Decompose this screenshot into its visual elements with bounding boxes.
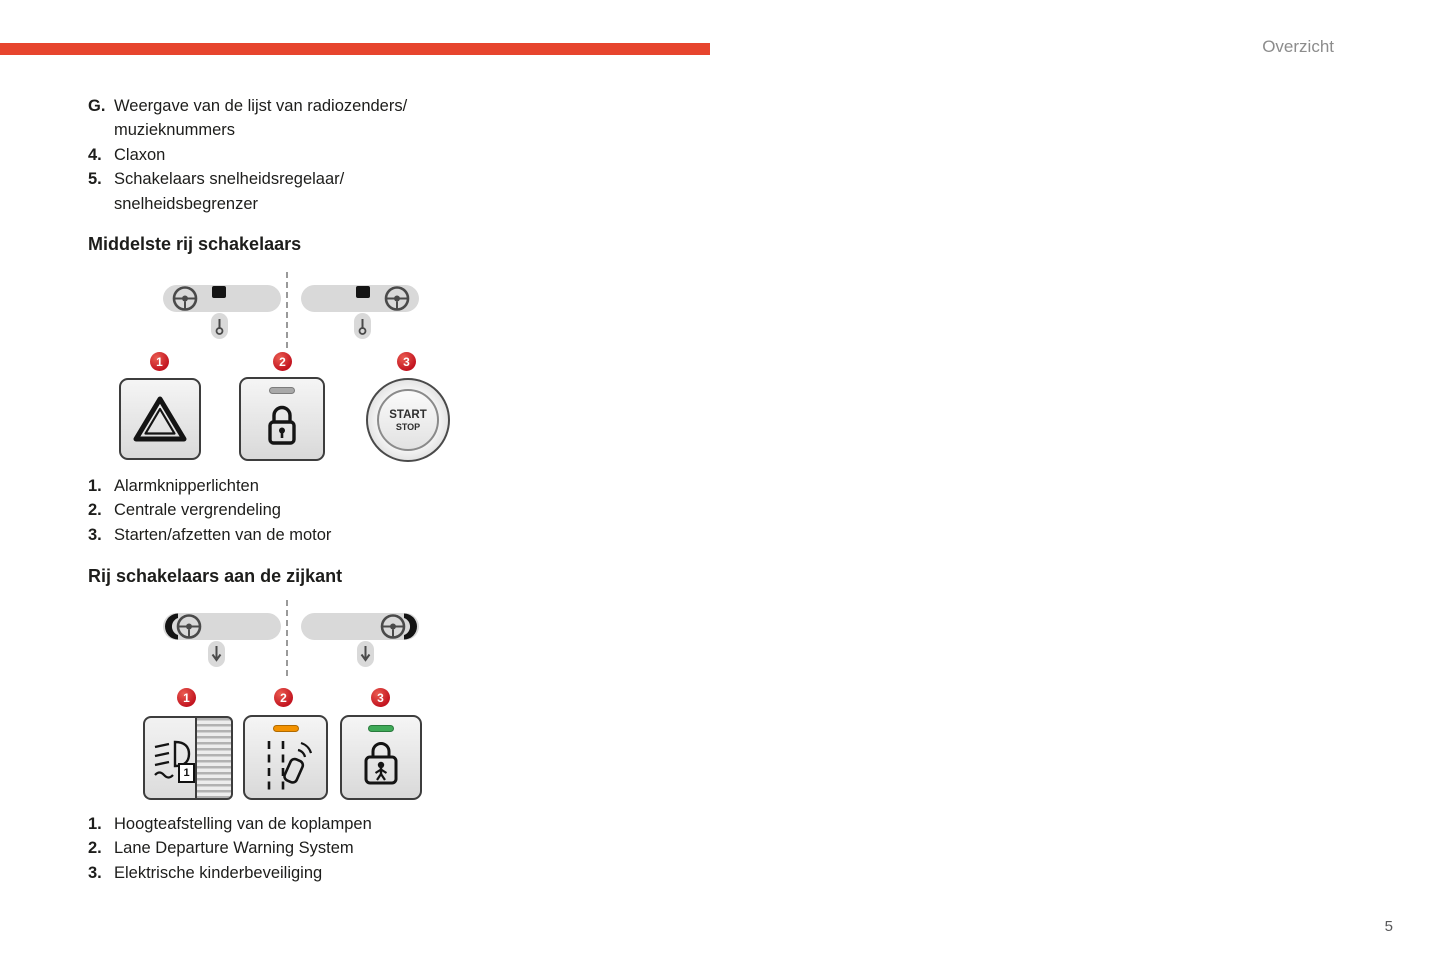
- list-row: [88, 143, 407, 167]
- list-text: Starten/afzetten van de motor: [114, 525, 332, 544]
- list-num: 2.: [88, 839, 102, 858]
- middle-row-legend-list: [88, 474, 331, 547]
- list-num: 1.: [88, 815, 102, 833]
- list-row: [88, 836, 372, 860]
- indicator-slot: [269, 387, 295, 394]
- radio-claxon-list: [88, 94, 407, 216]
- headlight-leveling-switch: [143, 716, 233, 800]
- hazard-warning-switch: [119, 378, 201, 460]
- list-num: G.: [88, 97, 106, 115]
- list-row: [88, 118, 407, 142]
- list-text: Centrale vergrendeling: [114, 501, 281, 520]
- lane-departure-warning-icon: [260, 738, 312, 790]
- headlight-dial-number: 1: [178, 763, 195, 783]
- diagram-divider: [286, 600, 288, 676]
- thumbwheel-dial: [195, 716, 233, 800]
- callout-badge-2: 2: [273, 352, 292, 371]
- list-num: 1.: [88, 477, 102, 495]
- lane-departure-warning-switch: [243, 715, 328, 800]
- callout-badge-2: 2: [274, 688, 293, 707]
- start-stop-face: [377, 389, 439, 451]
- callout-badge-3: 3: [371, 688, 390, 707]
- callout-badge-1: 1: [177, 688, 196, 707]
- section-heading-middle-row: Middelste rij schakelaars: [88, 234, 302, 254]
- list-row: [88, 812, 372, 836]
- list-num: 2.: [88, 501, 102, 520]
- engine-start-stop-button: [366, 378, 450, 462]
- dashboard-lhd-steering-wheel-icon: [162, 279, 284, 343]
- list-text: Elektrische kinderbeveiliging: [114, 863, 323, 882]
- list-num: 5.: [88, 170, 102, 189]
- list-row: [88, 192, 407, 216]
- list-row: [88, 474, 331, 498]
- list-num: [88, 118, 114, 142]
- list-text: Hoogteafstelling van de koplampen: [114, 815, 372, 833]
- central-locking-switch: [239, 377, 325, 461]
- indicator-slot-orange: [273, 725, 299, 732]
- accent-bar: [0, 43, 710, 55]
- list-row: [88, 861, 372, 885]
- page-number: 5: [1384, 918, 1393, 935]
- list-row: [88, 94, 407, 118]
- list-num: 3.: [88, 863, 102, 882]
- headlight-leveling-panel: [143, 716, 195, 800]
- central-locking-icon: [264, 403, 300, 449]
- list-row: [88, 167, 407, 191]
- list-row: [88, 523, 331, 547]
- start-label: START: [389, 408, 427, 421]
- hazard-warning-icon: [132, 394, 188, 444]
- list-text: Lane Departure Warning System: [114, 839, 354, 858]
- list-row: [88, 498, 331, 522]
- list-text: Weergave van de lijst van radiozenders/: [114, 97, 408, 115]
- list-num: [88, 192, 114, 216]
- callout-badge-1: 1: [150, 352, 169, 371]
- side-row-legend-list: [88, 812, 372, 885]
- dashboard-position-diagram-middle: [152, 279, 422, 349]
- diagram-divider: [286, 272, 288, 348]
- dashboard-rhd-steering-wheel-icon: [298, 279, 420, 343]
- dashboard-lhd-steering-wheel-icon: [162, 607, 284, 671]
- dashboard-position-diagram-side: [152, 607, 422, 677]
- list-num: 3.: [88, 525, 102, 544]
- list-text: Claxon: [114, 145, 166, 164]
- section-heading-side-row: Rij schakelaars aan de zijkant: [88, 566, 343, 586]
- callout-badge-3: 3: [397, 352, 416, 371]
- list-text: muzieknummers: [114, 121, 236, 140]
- list-text: snelheidsbegrenzer: [114, 194, 259, 213]
- stop-label: STOP: [395, 421, 421, 432]
- list-text: Schakelaars snelheidsregelaar/: [114, 170, 345, 189]
- dashboard-rhd-steering-wheel-icon: [298, 607, 420, 671]
- page-header-title: Overzicht: [1262, 37, 1334, 56]
- list-text: Alarmknipperlichten: [114, 477, 259, 495]
- indicator-slot-green: [368, 725, 394, 732]
- child-safety-lock-icon: [360, 740, 402, 788]
- child-safety-lock-switch: [340, 715, 422, 800]
- list-num: 4.: [88, 145, 102, 164]
